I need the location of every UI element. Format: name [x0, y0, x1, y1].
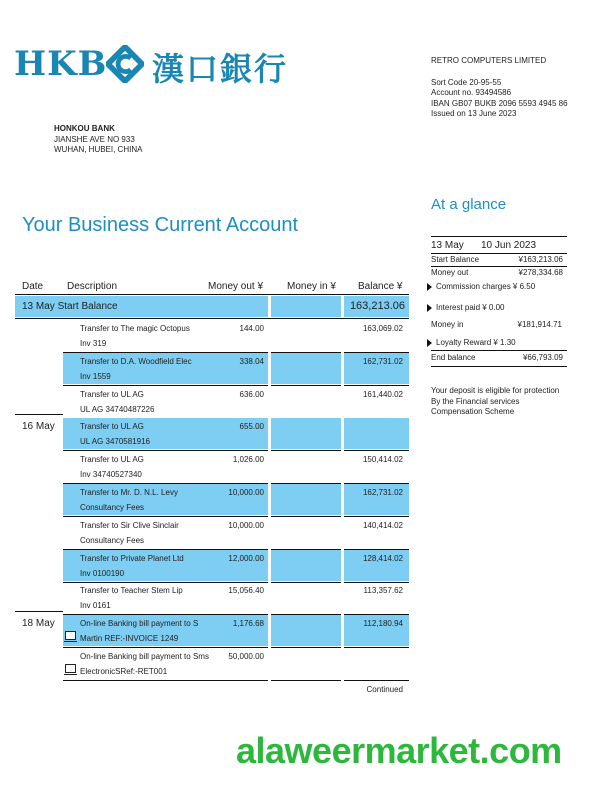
date-group-rule-2 [15, 611, 63, 612]
protection-note [431, 386, 559, 418]
row-balance: 128,414.02 [362, 554, 403, 563]
protection-line2: By the Financial services [431, 396, 520, 406]
page-title: Your Business Current Account [22, 214, 299, 236]
row-description-line1: Transfer to Mr. D. N.L. Levy [80, 488, 178, 497]
row-description-line2: Consultancy Fees [80, 503, 145, 512]
row-description-line2: Inv 34740527340 [80, 470, 142, 479]
glance-loyalty-text: Loyalty Reward ¥ 1.30 [436, 338, 516, 347]
glance-rule-2 [431, 266, 567, 267]
glance-end-label: End balance [431, 353, 476, 362]
row-rule [344, 385, 409, 386]
customer-name: RETRO COMPUTERS LIMITED [431, 56, 547, 65]
row-balance: 113,357.62 [363, 586, 403, 595]
row-rule [63, 516, 268, 517]
col-header-date: Date [22, 281, 44, 292]
col-header-balance: Balance ¥ [358, 281, 403, 292]
row-rule [271, 450, 341, 451]
glance-out-value: ¥278,334.68 [518, 268, 563, 277]
glance-rule-3 [431, 350, 567, 351]
row-money-out: 144.00 [239, 324, 264, 333]
protection-line3: Compensation Scheme [431, 407, 515, 416]
date-label-16-may: 16 May [22, 421, 55, 432]
row-description-line1: Transfer to The magic Octopus [80, 324, 190, 333]
glance-interest-text: Interest paid ¥ 0.00 [436, 303, 505, 312]
watermark: alaweermarket.com [236, 730, 562, 771]
row-highlight-in [271, 484, 341, 515]
row-rule [63, 647, 268, 648]
row-rule [344, 680, 409, 681]
row-description-line2: ElectronicSRef:-RET001 [80, 667, 168, 676]
glance-commission [427, 282, 535, 291]
row-description-line2: Inv 0100190 [80, 569, 125, 578]
logo-text-cn: 漢口銀行 [152, 50, 289, 88]
start-balance-rule [15, 318, 409, 319]
arrow-right-icon [427, 304, 432, 312]
row-money-out: 10,000.00 [228, 488, 264, 497]
row-description-line1: Transfer to UL AG [80, 455, 144, 464]
col-header-money-in: Money in ¥ [287, 281, 336, 292]
row-rule [344, 582, 409, 583]
row-highlight-in [271, 550, 341, 581]
start-balance-value: 163,213.06 [349, 300, 405, 312]
issued-date: Issued on 13 June 2023 [431, 109, 517, 118]
customer-details [431, 56, 568, 120]
row-description-line2: Inv 319 [80, 339, 107, 348]
row-rule [271, 582, 341, 583]
row-money-out: 338.04 [239, 357, 264, 366]
row-rule [63, 680, 268, 681]
row-highlight-in [271, 418, 341, 449]
glance-rule-1 [431, 253, 567, 254]
row-highlight-in [271, 353, 341, 384]
col-header-money-out: Money out ¥ [208, 281, 264, 292]
row-description-line1: Transfer to D.A. Woodfield Elec [80, 357, 192, 366]
glance-in-value: ¥181,914.71 [517, 320, 562, 329]
row-description-line1: On-line Banking bill payment to Sms [80, 652, 209, 661]
row-description-line1: Transfer to Private Planet Ltd [80, 554, 184, 563]
row-rule [63, 385, 268, 386]
bank-address [54, 124, 142, 156]
glance-start-label: Start Balance [431, 255, 480, 264]
row-balance: 150,414.02 [362, 455, 403, 464]
row-balance: 163,069.02 [362, 324, 403, 333]
glance-loyalty [427, 338, 516, 347]
protection-line1: Your deposit is eligible for protection [431, 386, 560, 395]
col-header-description: Description [67, 281, 118, 292]
row-balance: 162,731.02 [362, 488, 403, 497]
row-description-line2: UL AG 3470581916 [80, 437, 150, 446]
row-description-line1: Transfer to Sir Clive Sinclair [80, 521, 179, 530]
row-money-out: 1,026.00 [232, 455, 264, 464]
row-balance: 112,180.94 [363, 619, 403, 628]
row-money-out: 655.00 [239, 422, 264, 431]
row-description-line1: Transfer to Teacher Stem Lip [80, 586, 183, 595]
glance-bottom-rule [431, 366, 567, 367]
glance-commission-text: Commission charges ¥ 6.50 [436, 282, 536, 291]
account-number: Account no. 93494586 [431, 88, 512, 97]
glance-in-label: Money in [431, 320, 464, 329]
glance-interest [427, 303, 505, 312]
row-rule [344, 516, 409, 517]
row-money-out: 1,176.68 [232, 619, 264, 628]
start-balance-in-cell [271, 296, 341, 317]
row-rule [271, 647, 341, 648]
glance-title: At a glance [431, 196, 507, 213]
row-money-out: 636.00 [239, 390, 264, 399]
row-highlight-bal [344, 418, 409, 449]
row-money-out: 12,000.00 [228, 554, 264, 563]
row-highlight-in [271, 615, 341, 646]
row-money-out: 50,000.00 [228, 652, 264, 661]
arrow-right-icon [427, 339, 432, 347]
row-rule [63, 582, 268, 583]
computer-icon [65, 631, 76, 640]
row-balance: 140,414.02 [362, 521, 403, 530]
row-money-out: 15,056.40 [228, 586, 264, 595]
continued-label: Continued [366, 685, 403, 694]
glance-out-label: Money out [431, 268, 469, 277]
row-description-line2: Consultancy Fees [80, 536, 145, 545]
row-description-line1: Transfer to UL AG [80, 422, 144, 431]
row-rule [63, 450, 268, 451]
iban: IBAN GB07 BUKB 2096 5593 4945 86 [431, 98, 568, 108]
bank-name: HONKOU BANK [54, 124, 115, 133]
row-description-line2: Inv 0161 [80, 601, 111, 610]
bank-address-line2: WUHAN, HUBEI, CHINA [54, 145, 143, 154]
row-balance: 161,440.02 [362, 390, 403, 399]
sort-code: Sort Code 20-95-55 [431, 77, 502, 87]
bank-address-line1: JIANSHE AVE NO 933 [54, 134, 135, 144]
row-description-line2: Martin REF:-INVOICE 1249 [80, 634, 179, 643]
glance-to: 10 Jun 2023 [481, 240, 537, 251]
date-group-rule-1 [15, 414, 63, 415]
glance-from: 13 May [431, 240, 464, 251]
row-description-line1: On-line Banking bill payment to S [80, 619, 199, 628]
arrow-right-icon [427, 283, 432, 291]
row-money-out: 10,000.00 [228, 521, 264, 530]
start-balance-label: 13 May Start Balance [22, 301, 118, 312]
row-description-line2: Inv 1559 [80, 372, 111, 381]
row-rule [344, 647, 409, 648]
row-description-line1: Transfer to UL AG [80, 390, 144, 399]
logo-text-en: HKB [14, 44, 108, 84]
bank-logo-icon [106, 45, 144, 83]
date-label-18-may: 18 May [22, 618, 55, 629]
glance-end-value: ¥66,793.09 [522, 353, 563, 362]
header-rule [15, 294, 409, 295]
row-rule [271, 680, 341, 681]
glance-start-value: ¥163,213.06 [518, 255, 563, 264]
computer-icon [65, 664, 76, 673]
row-rule [271, 385, 341, 386]
row-description-line2: UL AG 34740487226 [80, 405, 155, 414]
glance-top-rule [431, 236, 567, 237]
row-balance: 162,731.02 [362, 357, 403, 366]
row-rule [344, 450, 409, 451]
row-rule [271, 516, 341, 517]
